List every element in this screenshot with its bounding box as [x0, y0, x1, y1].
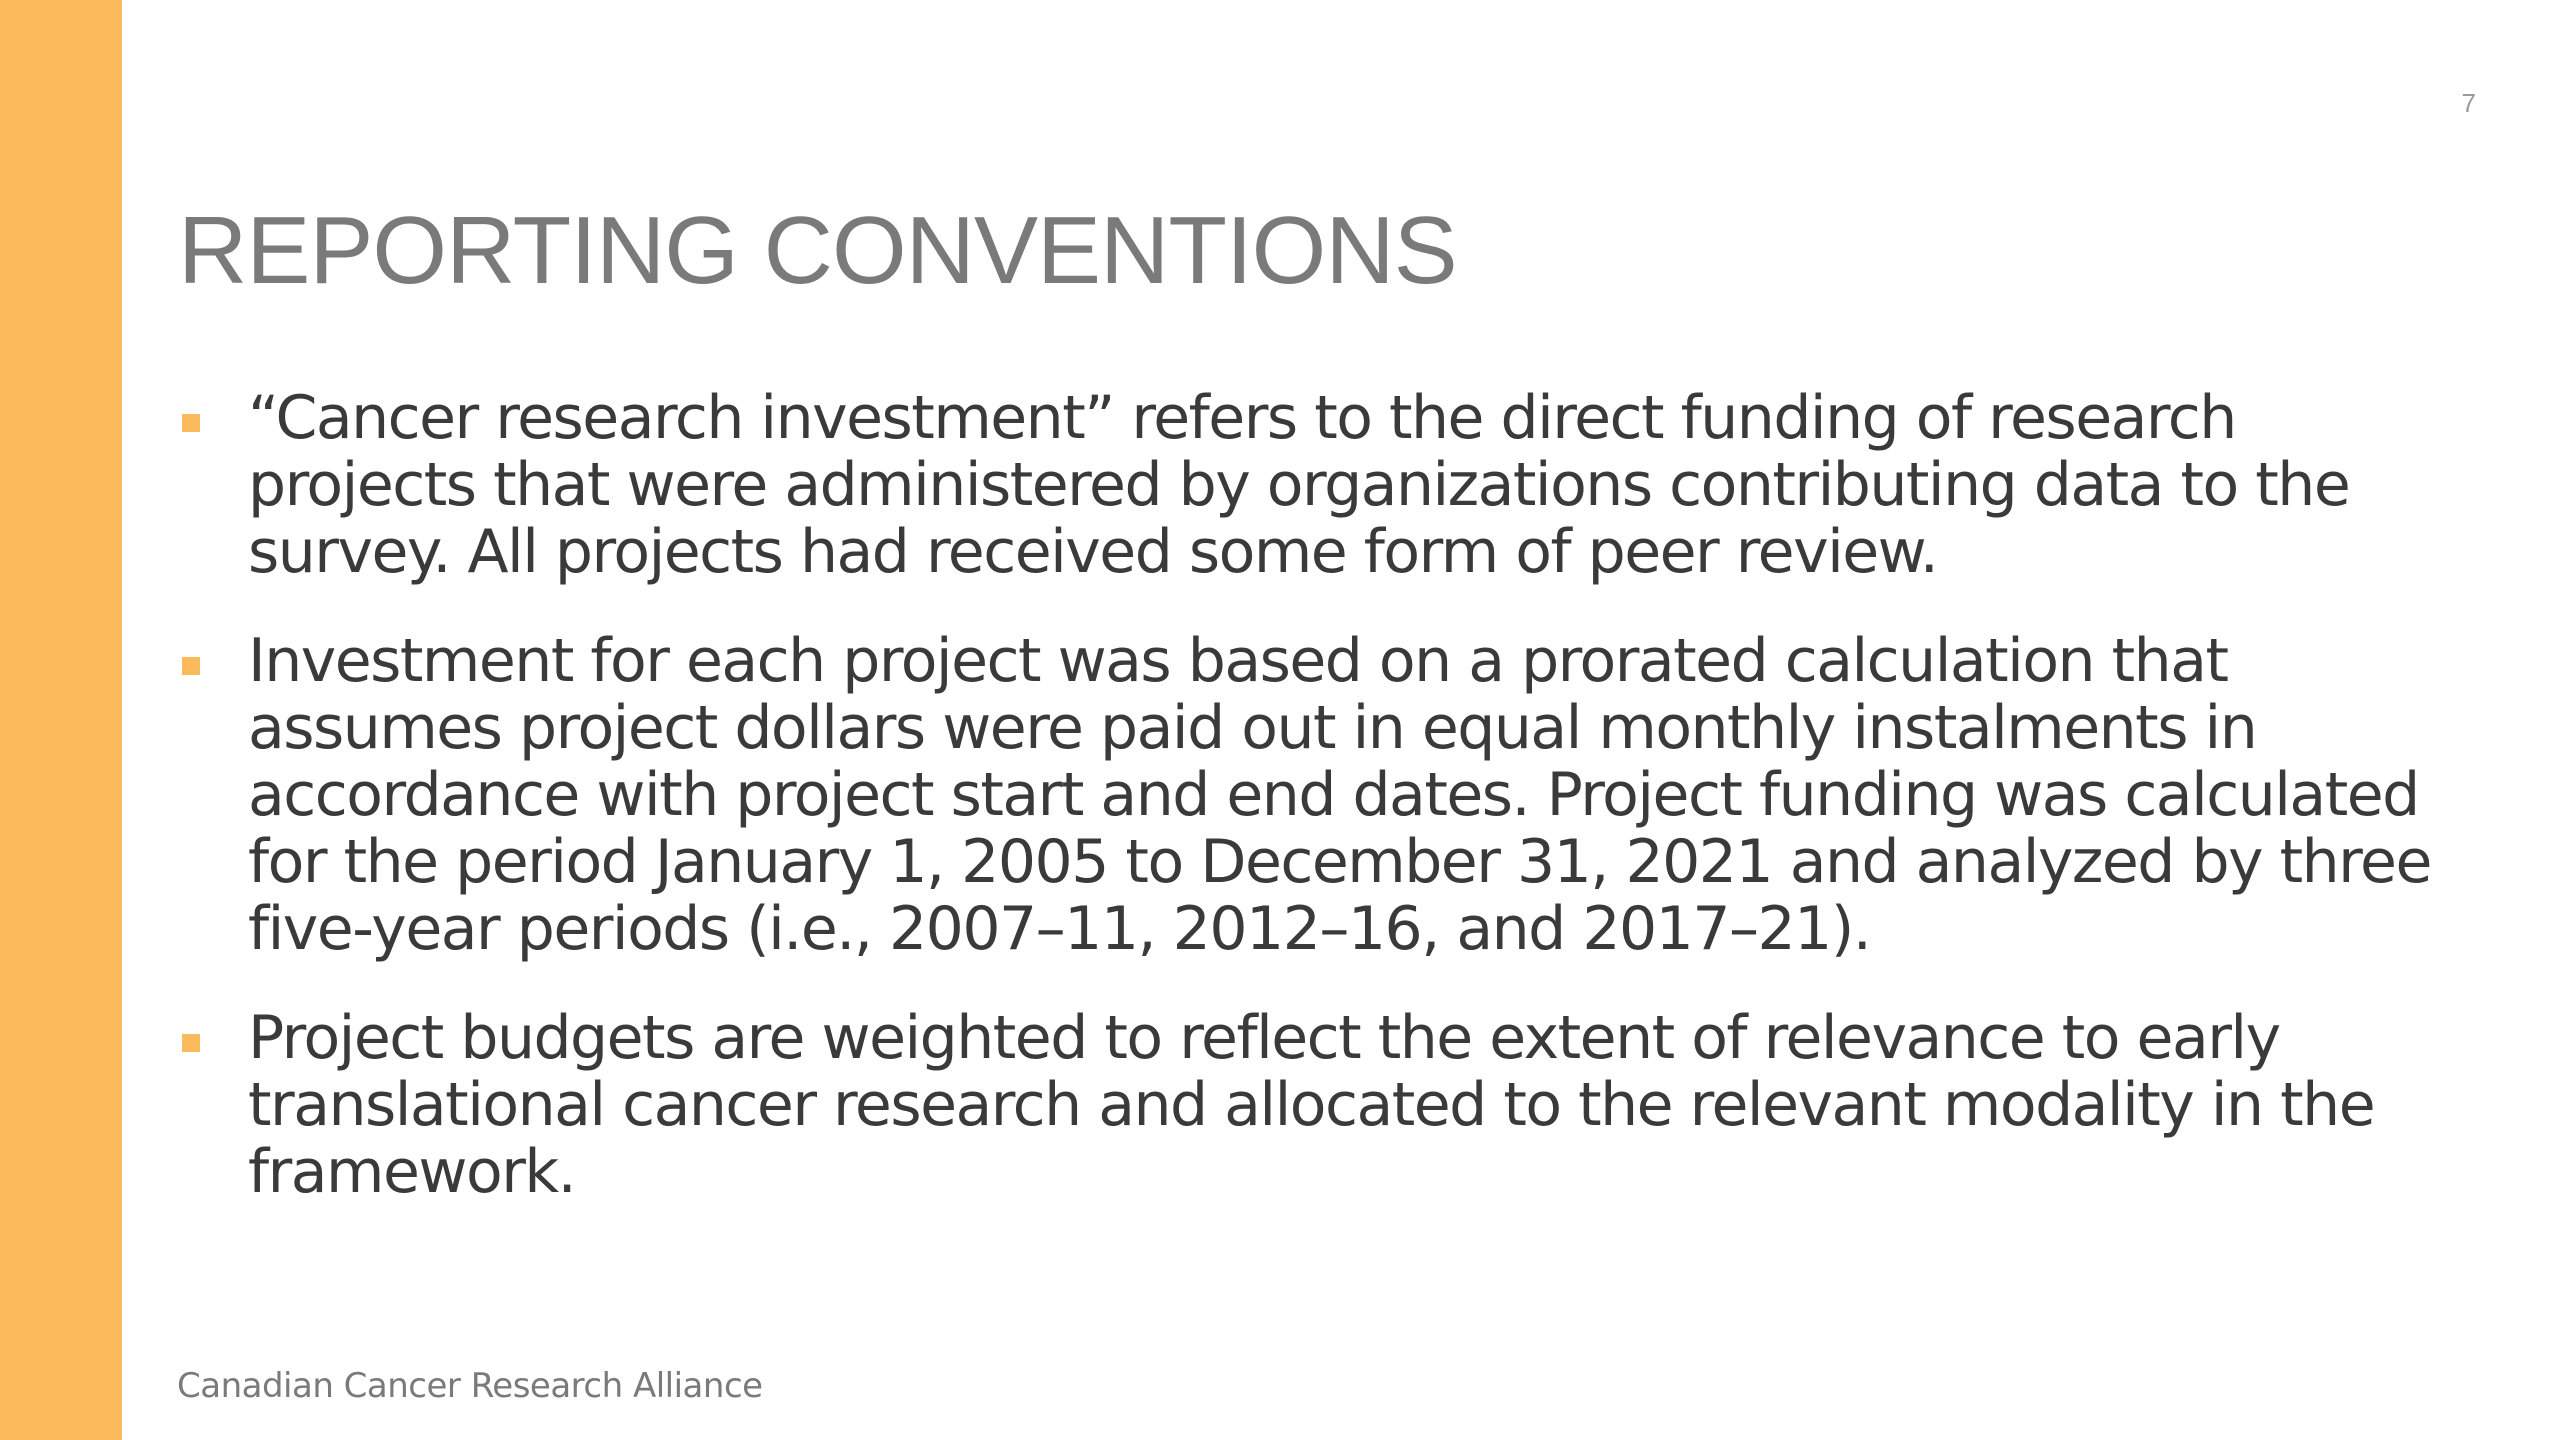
footer-organization: Canadian Cancer Research Alliance	[177, 1366, 763, 1406]
slide-title: REPORTING CONVENTIONS	[178, 197, 1457, 304]
square-bullet-icon	[182, 657, 200, 675]
bullet-item	[182, 1005, 2442, 1206]
square-bullet-icon	[182, 1034, 200, 1052]
bullet-text: Project budgets are weighted to reflect the extent of relevance to early translational cancer research and allocated to the relevant modality in the framework.	[248, 1003, 2375, 1207]
bullet-item	[182, 385, 2442, 586]
page-number: 7	[2461, 88, 2476, 118]
accent-sidebar-bar	[0, 0, 122, 1440]
bullet-text: “Cancer research investment” refers to the direct funding of research projects that were administered by organizations contributing data to the survey. All projects had received some form of peer review.	[248, 383, 2350, 587]
bullet-item	[182, 628, 2442, 963]
bullet-text: Investment for each project was based on a prorated calculation that assumes project dollars were paid out in equal monthly instalments in accordance with project start and end dates. Project funding was calculated for the period January 1, 2005 to December 31, 2021 and analyzed by three five-year periods (i.e., 2007–11, 2012–16, and 2017–21).	[248, 626, 2431, 964]
square-bullet-icon	[182, 414, 200, 432]
bullet-list	[182, 385, 2442, 1248]
